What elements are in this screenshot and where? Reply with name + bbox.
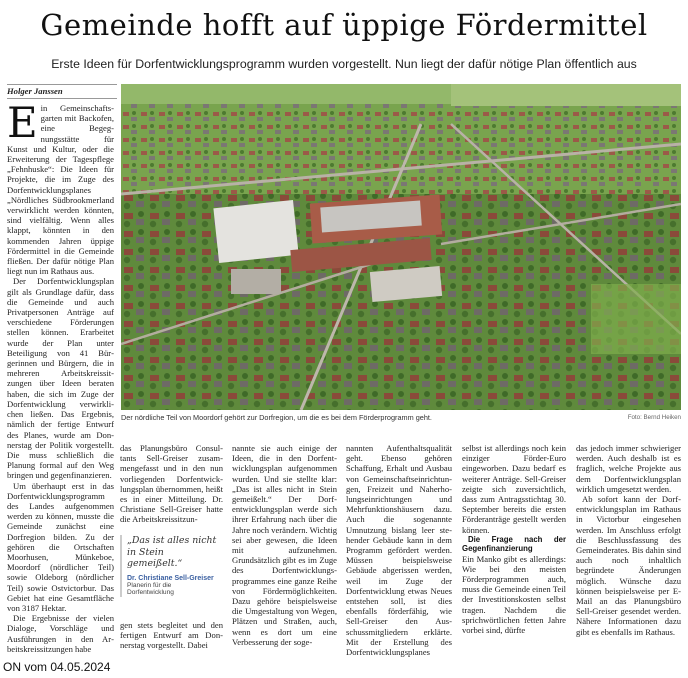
paragraph: Um überhaupt erst in das Dorfentwicklungsprogramm des Landes aufgenommen werden zu können, musste die Gemeinde zunächst eine Dorfregion bilden. Zu der gehören die Ortschaften Moorhusen, Münkeboe, Moordorf (nördlicher Teil) sowie Oldeborg (nördlicher Teil) sowie Ostvictorbur. Das Gebiet hat eine Gesamtfläche von 3187 Hektar. xyxy=(7,480,114,613)
headline: Gemeinde hofft auf üppige Fördermittel xyxy=(40,8,648,42)
author-rule-bottom xyxy=(7,98,117,99)
paragraph-intro: in Gemeinschaftsgarten mit Backofen, eine Begegnungsstätte für Kunst und Kultur, oder die Erweiterung der Tagespflege „Fehnhuske“: Die Ideen für Projekte, die im Zuge des Dorfentwicklungsplanes „Nördliches Südbrookmerland verwirklicht werden könnten, sind vielfältig. Wenn alles klappt, könnten in den kommenden Jahren üppige Fördermittel in die Gemeinde fließen. Der dafür nötige Plan liegt nun im Rathaus aus. xyxy=(7,103,114,277)
dropcap: E xyxy=(7,103,38,147)
paragraph: gen stets begleitet und den fertigen Entwurf am Donnerstag vorgestellt. Dabei xyxy=(120,620,223,651)
pull-quote-name: Dr. Christiane Sell-Greiser xyxy=(127,574,214,582)
article-column-3 xyxy=(232,443,337,657)
article-column-2-bottom xyxy=(120,620,223,656)
article-column-5 xyxy=(462,443,566,657)
pull-quote-text: „Das ist alles nicht in Stein gemeißelt.“ xyxy=(127,535,217,570)
article-column-6 xyxy=(576,443,681,657)
photo-credit: Foto: Bernd Heiken xyxy=(627,414,681,421)
article-column-1 xyxy=(7,103,114,657)
aerial-photo xyxy=(121,84,681,410)
paragraph: nannte sie auch einige der Ideen, die in den Dorfentwicklungsplan aufgenommen wurden. Und sie stellte klar: „Das ist alles nicht in Stein gemeißelt.“ Der Dorfentwicklungsplan werde sich ihrer Erfahrung nach über die Jahre noch verändern. Wichtig sei aber gewesen, die Ideen mit aufzunehmen. Grundsätzlich gibt es im Zuge des Dorfentwicklungsprogrammes eine ganze Reihe von Fördermöglichkeiten. Dazu gehöre beispielsweise die Umgestaltung von Wegen, Plätzen und Straßen, auch, wenn es dort um eine Verbesserung der soge- xyxy=(232,443,337,647)
author: Holger Janssen xyxy=(7,86,63,96)
paragraph: nannten Aufenthaltsqualität geht. Ebenso gehören Schaffung, Erhalt und Ausbau von Gemeinschaftseinrichtungen, Freizeit und Naherholungseinrichtungen und Mehrfunktionshäusern dazu. Auch die sogenannte Umnutzung bislang leer stehender Gebäude kann in dem Programm gefördert werden. Müssen beispielsweise Gebäude abgerissen werden, weil im Zuge der Dorfentwicklung etwas Neues entstehen soll, ist dies ebenfalls förderfähig, wie Sell-Greiser den Ausschussmitgliedern erklärte. Mit der Erstellung des Dorfentwicklungsplanes xyxy=(346,443,452,657)
author-rule-top xyxy=(7,84,117,85)
pull-quote-role: Planerin für die Dorfentwicklung xyxy=(127,581,174,596)
paragraph: das Planungsbüro Consultants Sell-Greiser zusammengefasst und in den nun vorliegenden Dorfentwicklungsplan übernommen, heißt es in einer Mitteilung. Dr. Christiane Sell-Greiser hatte die Arbeitskreissitzun- xyxy=(120,443,223,525)
paragraph: Die Ergebnisse der vielen Dialoge, Vorschläge und Ausführungen in den Arbeitskreissitzungen habe xyxy=(7,613,114,654)
article-column-2-top xyxy=(120,443,223,531)
article-column-4 xyxy=(346,443,452,657)
paragraph: Der Dorfentwicklungsplan gilt als Grundlage dafür, dass die Gemeinde und auch Privatpersonen Anträge auf verschiedene Förderungen stellen können. Erarbeitet wurde der Plan unter Beteiligung von 41 Bürgerinnen und Bürgern, die in mehreren Arbeitskreissitzungen über Ideen beraten haben, die sich im Zuge der Dorfentwicklung verwirklichen ließen. Das Ergebnis, nämlich der fertige Entwurf des Planes, wurde am Donnerstag der Politik vorgestellt. Die muss schließlich die Planung formal auf den Weg bringen und gegenfinanzieren. xyxy=(7,276,114,481)
paragraph: Ab sofort kann der Dorfentwicklungsplan im Rathaus in Victorbur eingesehen werden. Im Anschluss erfolgt die Beschlussfassung des Gemeinderates. Bis dahin sind auch noch inhaltlich begründete Änderungen möglich. Wünsche dazu können beispielsweise per E-Mail an das Planungsbüro Sell-Greiser gesendet werden. Nähere Informationen dazu gibt es ebenfalls im Rathaus. xyxy=(576,494,681,637)
paragraph: selbst ist allerdings noch kein einziger Förder-Euro eingeworben. Dazu bedarf es weiterer Anträge. Sell-Greiser zeigte sich zuversichtlich, dass zum Antragsstichtag 30. September bereits die ersten Förderanträge gestellt werden können. xyxy=(462,443,566,535)
paragraph: das jedoch immer schwieriger werden. Auch deshalb ist es fraglich, welche Projekte aus dem Dorfentwicklungsplan wirklich umgesetzt werden. xyxy=(576,443,681,494)
source-footer: ON vom 04.05.2024 xyxy=(3,660,111,674)
pull-quote xyxy=(120,535,219,597)
subheading: Die Frage nach der Gegenfinanzierung xyxy=(462,534,566,554)
subheadline: Erste Ideen für Dorfentwicklungsprogramm wurden vorgestellt. Nun liegt der dafür nötige Plan öffentlich aus xyxy=(51,57,637,71)
paragraph: Ein Manko gibt es allerdings: Wie bei den meisten Förderprogrammen auch, muss die Gemeinde einen Teil der Investitionskosten selbst tragen. Nachdem die sprichwörtlichen fetten Jahre vorbei sind, dürfte xyxy=(462,553,566,636)
photo-caption: Der nördliche Teil von Moordorf gehört zur Dorfregion, um die es bei dem Förderprogramm geht. xyxy=(121,413,432,422)
aerial-village-image xyxy=(121,84,681,410)
